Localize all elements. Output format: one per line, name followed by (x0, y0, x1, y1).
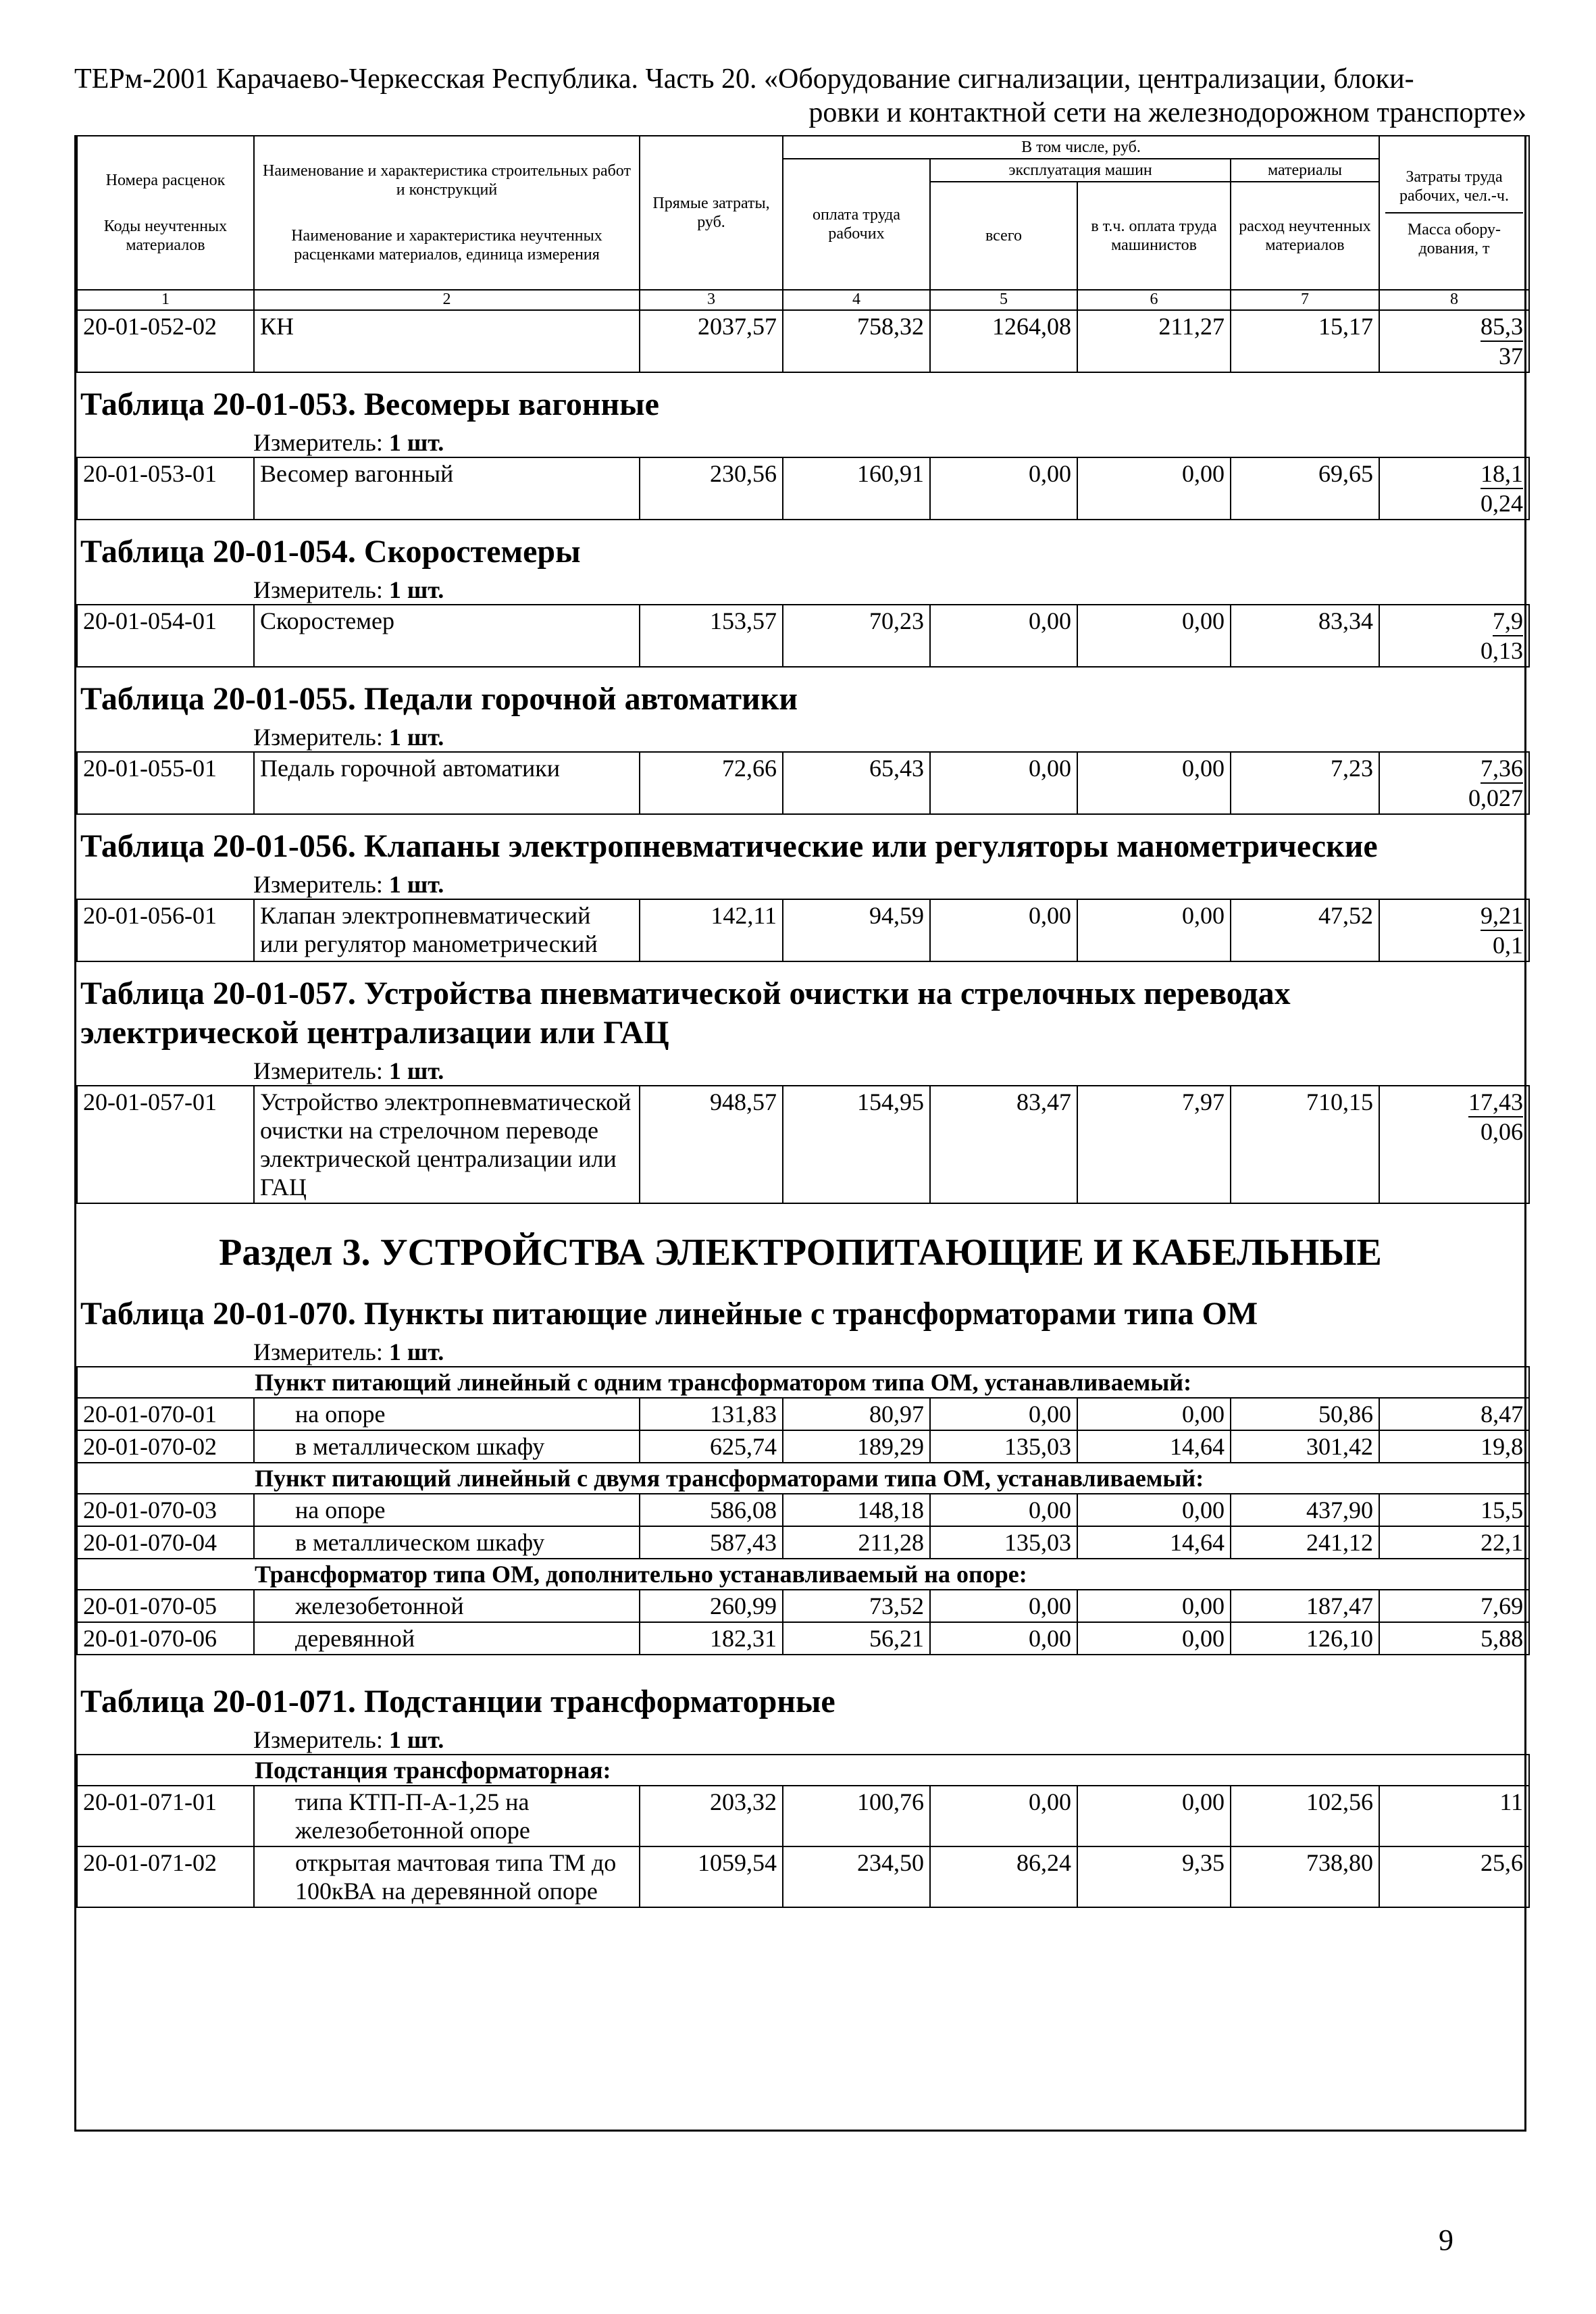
col-number: 7 (1231, 290, 1379, 310)
unit-line (76, 1334, 1524, 1366)
equipment-mass: 37 (1499, 343, 1523, 370)
unit-label: Измеритель: (253, 871, 383, 898)
unit-value: 1 шт. (388, 429, 444, 456)
direct-cost: 230,56 (640, 457, 783, 520)
labor-cost: 148,18 (783, 1494, 930, 1526)
machines-cost: 0,00 (930, 1786, 1077, 1846)
labor-cost: 73,52 (783, 1590, 930, 1622)
table-caption: Таблица 20-01-055. Педали горочной автоматики (80, 681, 798, 717)
unit-line (76, 1053, 1524, 1085)
group-title: Подстанция трансформаторная: (77, 1755, 1529, 1786)
table-row (77, 1526, 1529, 1559)
col-labor-header: оплата труда рабочих (783, 159, 930, 290)
machines-cost: 0,00 (930, 1398, 1077, 1430)
materials-cost: 69,65 (1231, 457, 1379, 520)
col-number: 4 (783, 290, 930, 310)
table-row (77, 1786, 1529, 1846)
unit-label: Измеритель: (253, 724, 383, 751)
table-row (77, 310, 1529, 372)
col-materials-header: расход неучтенных материалов (1231, 182, 1379, 290)
machines-cost: 0,00 (930, 457, 1077, 520)
table-row (77, 457, 1529, 520)
unit-line (76, 719, 1524, 751)
table-block-053 (76, 373, 1524, 520)
table-caption: Таблица 20-01-053. Весомеры вагонные (80, 386, 659, 422)
rate-name: КН (254, 310, 640, 372)
direct-cost: 72,66 (640, 752, 783, 814)
labor-cost: 154,95 (783, 1086, 930, 1203)
labor-hours: 25,6 (1379, 1846, 1529, 1907)
header-line-2: ровки и контактной сети на железнодорожном транспорте» (808, 97, 1526, 128)
machines-cost: 86,24 (930, 1846, 1077, 1907)
table-053 (76, 457, 1530, 520)
rate-code: 20-01-070-05 (77, 1590, 254, 1622)
rate-code: 20-01-070-03 (77, 1494, 254, 1526)
drivers-cost: 0,00 (1077, 1398, 1231, 1430)
rate-name: на опоре (254, 1494, 640, 1526)
table-row (77, 1846, 1529, 1907)
col-number: 2 (254, 290, 640, 310)
table-row (77, 1622, 1529, 1655)
unit-label: Измеритель: (253, 1057, 383, 1084)
hours-mass (1379, 457, 1529, 520)
materials-cost: 437,90 (1231, 1494, 1379, 1526)
hours-mass (1379, 605, 1529, 667)
equipment-mass: 0,06 (1481, 1118, 1523, 1145)
rate-name: железобетонной (254, 1590, 640, 1622)
rate-name: в металлическом шкафу (254, 1526, 640, 1559)
drivers-cost: 211,27 (1077, 310, 1231, 372)
unit-label: Измеритель: (253, 576, 383, 603)
table-055 (76, 751, 1530, 815)
labor-hours: 11 (1379, 1786, 1529, 1846)
table-057 (76, 1085, 1530, 1204)
col-code-header-top: Номера расценок (105, 172, 226, 189)
labor-hours: 19,8 (1379, 1430, 1529, 1463)
direct-cost: 948,57 (640, 1086, 783, 1203)
unit-value: 1 шт. (388, 724, 444, 751)
materials-cost: 126,10 (1231, 1622, 1379, 1655)
table-row (77, 1086, 1529, 1203)
col-hours-header-top: Затраты труда рабочих, чел.-ч. (1385, 168, 1523, 213)
equipment-mass: 0,027 (1468, 784, 1523, 811)
labor-cost: 70,23 (783, 605, 930, 667)
unit-line (76, 572, 1524, 604)
rate-code: 20-01-055-01 (77, 752, 254, 814)
col-number: 6 (1077, 290, 1231, 310)
labor-cost: 94,59 (783, 899, 930, 961)
table-row (77, 1494, 1529, 1526)
labor-hours: 7,9 (1493, 607, 1523, 636)
direct-cost: 2037,57 (640, 310, 783, 372)
table-block-056 (76, 815, 1524, 962)
group-title: Пункт питающий линейный с одним трансформатором типа ОМ, устанавливаемый: (77, 1367, 1529, 1398)
table-row (77, 899, 1529, 961)
equipment-mass: 0,13 (1481, 637, 1523, 664)
price-table (76, 135, 1530, 373)
rate-code: 20-01-056-01 (77, 899, 254, 961)
col-mass-header: Масса обору-дования, т (1407, 221, 1501, 257)
materials-cost: 50,86 (1231, 1398, 1379, 1430)
column-header-row-1 (77, 136, 1529, 159)
machines-cost: 135,03 (930, 1430, 1077, 1463)
unit-label: Измеритель: (253, 1338, 383, 1365)
labor-cost: 758,32 (783, 310, 930, 372)
labor-cost: 160,91 (783, 457, 930, 520)
col-number: 8 (1379, 290, 1529, 310)
unit-value: 1 шт. (388, 1057, 444, 1084)
machines-cost: 0,00 (930, 899, 1077, 961)
rate-name: Скоростемер (254, 605, 640, 667)
unit-value: 1 шт. (388, 576, 444, 603)
table-caption: Таблица 20-01-056. Клапаны электропневматические или регуляторы манометрические (80, 828, 1378, 864)
group-heading (77, 1463, 1529, 1494)
machines-cost: 0,00 (930, 1494, 1077, 1526)
drivers-cost: 0,00 (1077, 1622, 1231, 1655)
price-table-frame (74, 135, 1526, 2132)
materials-cost: 738,80 (1231, 1846, 1379, 1907)
machines-cost: 0,00 (930, 1590, 1077, 1622)
col-hours-header (1379, 136, 1529, 290)
unit-value: 1 шт. (388, 1726, 444, 1753)
rate-code: 20-01-070-02 (77, 1430, 254, 1463)
labor-cost: 56,21 (783, 1622, 930, 1655)
table-056 (76, 899, 1530, 962)
materials-cost: 241,12 (1231, 1526, 1379, 1559)
direct-cost: 153,57 (640, 605, 783, 667)
materials-cost: 102,56 (1231, 1786, 1379, 1846)
drivers-cost: 14,64 (1077, 1526, 1231, 1559)
labor-cost: 211,28 (783, 1526, 930, 1559)
drivers-cost: 0,00 (1077, 605, 1231, 667)
drivers-cost: 14,64 (1077, 1430, 1231, 1463)
table-054 (76, 604, 1530, 668)
labor-hours: 7,69 (1379, 1590, 1529, 1622)
direct-cost: 625,74 (640, 1430, 783, 1463)
rate-code: 20-01-070-01 (77, 1398, 254, 1430)
col-name-header (254, 136, 640, 290)
rate-code: 20-01-071-02 (77, 1846, 254, 1907)
col-code-header-bottom: Коды неучтенных материалов (103, 218, 228, 254)
direct-cost: 142,11 (640, 899, 783, 961)
table-row (77, 605, 1529, 667)
drivers-cost: 0,00 (1077, 1494, 1231, 1526)
table-block-057 (76, 962, 1524, 1204)
machines-cost: 1264,08 (930, 310, 1077, 372)
rate-code: 20-01-052-02 (77, 310, 254, 372)
labor-cost: 65,43 (783, 752, 930, 814)
small-tables (76, 373, 1524, 1204)
machines-cost: 135,03 (930, 1526, 1077, 1559)
rate-name: в металлическом шкафу (254, 1430, 640, 1463)
header-line-1: ТЕРм-2001 Карачаево-Черкесская Республика. Часть 20. «Оборудование сигнализации, централизации, блоки- (74, 64, 1414, 95)
table-caption: Таблица 20-01-071. Подстанции трансформаторные (80, 1684, 835, 1719)
col-group-header: В том числе, руб. (783, 136, 1379, 159)
col-materials-group-header: материалы (1231, 159, 1379, 182)
unit-value: 1 шт. (388, 1338, 444, 1365)
col-number: 5 (930, 290, 1077, 310)
rate-code: 20-01-071-01 (77, 1786, 254, 1846)
unit-line (76, 1721, 1524, 1754)
labor-hours: 18,1 (1481, 459, 1523, 489)
rate-name: деревянной (254, 1622, 640, 1655)
col-drivers-header: в т.ч. оплата труда машинистов (1077, 182, 1231, 290)
rate-code: 20-01-053-01 (77, 457, 254, 520)
direct-cost: 131,83 (640, 1398, 783, 1430)
rate-name: типа КТП-П-А-1,25 на железобетонной опоре (254, 1786, 640, 1846)
table-block-055 (76, 668, 1524, 815)
table-071 (76, 1754, 1530, 1908)
direct-cost: 587,43 (640, 1526, 783, 1559)
unit-label: Измеритель: (253, 1726, 383, 1753)
table-caption: Таблица 20-01-070. Пункты питающие линейные с трансформаторами типа ОМ (80, 1296, 1258, 1332)
col-machines-header: всего (930, 182, 1077, 290)
table-caption: Таблица 20-01-054. Скоростемеры (80, 534, 581, 570)
hours-mass (1379, 310, 1529, 372)
table-block-070 (76, 1294, 1524, 1655)
materials-cost: 710,15 (1231, 1086, 1379, 1203)
rate-name: Устройство электропневматической очистки на стрелочном переводе электрической централизации или ГАЦ (254, 1086, 640, 1203)
drivers-cost: 9,35 (1077, 1846, 1231, 1907)
labor-hours: 9,21 (1481, 901, 1523, 931)
machines-cost: 0,00 (930, 605, 1077, 667)
materials-cost: 7,23 (1231, 752, 1379, 814)
group-title: Пункт питающий линейный с двумя трансформаторами типа ОМ, устанавливаемый: (77, 1463, 1529, 1494)
materials-cost: 15,17 (1231, 310, 1379, 372)
table-block-054 (76, 520, 1524, 668)
col-name-header-bottom: Наименование и характеристика неучтенных расценками материалов, единица измерения (291, 227, 602, 263)
group-heading (77, 1367, 1529, 1398)
document-header (74, 62, 1526, 130)
machines-cost: 83,47 (930, 1086, 1077, 1203)
materials-cost: 301,42 (1231, 1430, 1379, 1463)
direct-cost: 1059,54 (640, 1846, 783, 1907)
group-heading (77, 1755, 1529, 1786)
machines-cost: 0,00 (930, 752, 1077, 814)
machines-cost: 0,00 (930, 1622, 1077, 1655)
table-row (77, 1590, 1529, 1622)
rate-name: на опоре (254, 1398, 640, 1430)
col-number: 3 (640, 290, 783, 310)
rate-name: Педаль горочной автоматики (254, 752, 640, 814)
table-070 (76, 1366, 1530, 1655)
labor-cost: 234,50 (783, 1846, 930, 1907)
unit-line (76, 424, 1524, 457)
col-number: 1 (77, 290, 254, 310)
col-name-header-top: Наименование и характеристика строительных работ и конструкций (263, 162, 631, 199)
drivers-cost: 0,00 (1077, 1590, 1231, 1622)
drivers-cost: 0,00 (1077, 1786, 1231, 1846)
table-block-071 (76, 1655, 1524, 1908)
table-caption: Таблица 20-01-057. Устройства пневматической очистки на стрелочных переводах электрической централизации или ГАЦ (80, 976, 1291, 1051)
hours-mass (1379, 899, 1529, 961)
col-machines-group-header: эксплуатация машин (930, 159, 1231, 182)
equipment-mass: 0,24 (1481, 490, 1523, 517)
labor-hours: 8,47 (1379, 1398, 1529, 1430)
equipment-mass: 0,1 (1493, 932, 1523, 959)
drivers-cost: 0,00 (1077, 457, 1231, 520)
labor-cost: 100,76 (783, 1786, 930, 1846)
labor-cost: 189,29 (783, 1430, 930, 1463)
direct-cost: 182,31 (640, 1622, 783, 1655)
drivers-cost: 7,97 (1077, 1086, 1231, 1203)
table-row (77, 752, 1529, 814)
rate-code: 20-01-057-01 (77, 1086, 254, 1203)
unit-line (76, 866, 1524, 899)
table-row (77, 1398, 1529, 1430)
direct-cost: 586,08 (640, 1494, 783, 1526)
rate-code: 20-01-070-04 (77, 1526, 254, 1559)
materials-cost: 83,34 (1231, 605, 1379, 667)
drivers-cost: 0,00 (1077, 752, 1231, 814)
labor-cost: 80,97 (783, 1398, 930, 1430)
labor-hours: 85,3 (1481, 312, 1523, 342)
labor-hours: 7,36 (1481, 754, 1523, 784)
rate-code: 20-01-054-01 (77, 605, 254, 667)
drivers-cost: 0,00 (1077, 899, 1231, 961)
materials-cost: 47,52 (1231, 899, 1379, 961)
direct-cost: 203,32 (640, 1786, 783, 1846)
labor-hours: 15,5 (1379, 1494, 1529, 1526)
materials-cost: 187,47 (1231, 1590, 1379, 1622)
hours-mass (1379, 752, 1529, 814)
section-title: Раздел 3. УСТРОЙСТВА ЭЛЕКТРОПИТАЮЩИЕ И КАБЕЛЬНЫЕ (219, 1232, 1382, 1274)
unit-value: 1 шт. (388, 871, 444, 898)
col-direct-header: Прямые затраты, руб. (640, 136, 783, 290)
rate-name: открытая мачтовая типа ТМ до 100кВА на деревянной опоре (254, 1846, 640, 1907)
rate-name: Весомер вагонный (254, 457, 640, 520)
col-code-header (77, 136, 254, 290)
hours-mass (1379, 1086, 1529, 1203)
labor-hours: 22,1 (1379, 1526, 1529, 1559)
labor-hours: 17,43 (1468, 1088, 1523, 1117)
labor-hours: 5,88 (1379, 1622, 1529, 1655)
group-heading (77, 1559, 1529, 1590)
direct-cost: 260,99 (640, 1590, 783, 1622)
group-title: Трансформатор типа ОМ, дополнительно устанавливаемый на опоре: (77, 1559, 1529, 1590)
rate-code: 20-01-070-06 (77, 1622, 254, 1655)
column-number-row (77, 290, 1529, 310)
rate-name: Клапан электропневматический или регулятор манометрический (254, 899, 640, 961)
page-number: 9 (1439, 2223, 1453, 2257)
unit-label: Измеритель: (253, 429, 383, 456)
table-row (77, 1430, 1529, 1463)
